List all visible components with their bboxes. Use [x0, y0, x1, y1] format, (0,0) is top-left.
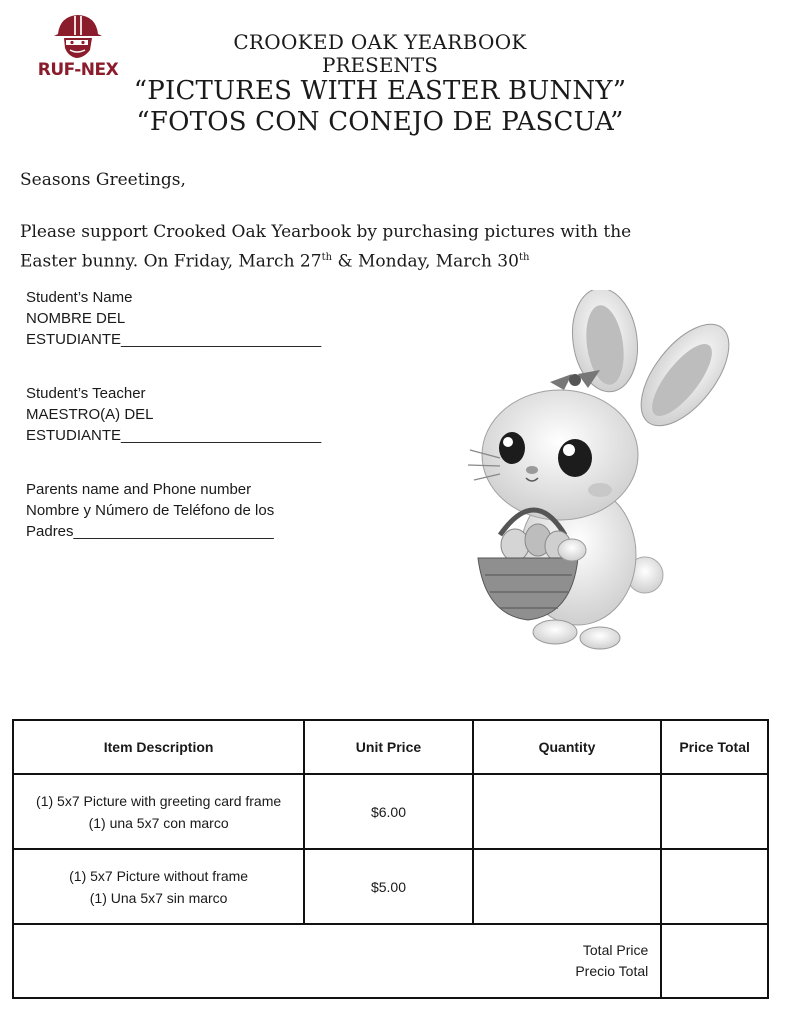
total-label-es: Precio Total	[575, 963, 649, 979]
price-total-cell[interactable]	[661, 774, 768, 849]
header-item-description: Item Description	[13, 720, 304, 774]
quantity-cell[interactable]	[473, 849, 662, 924]
logo-text: RUF-NEX	[37, 60, 119, 80]
teacher-label-en: Student’s Teacher	[26, 385, 146, 402]
grand-total-cell[interactable]	[661, 924, 768, 998]
teacher-label-es1: MAESTRO(A) DEL	[26, 406, 154, 423]
item-desc-en: (1) 5x7 Picture with greeting card frame	[36, 792, 282, 809]
total-label-en: Total Price	[582, 942, 649, 958]
intro-text-1: Please support Crooked Oak Yearbook by purchasing pictures with the Easter bunny. On Friday, March 27	[20, 222, 632, 272]
student-name-label-en: Student’s Name	[26, 289, 133, 306]
parents-field[interactable]	[26, 479, 346, 542]
intro-paragraph	[20, 220, 660, 275]
easter-bunny-illustration	[460, 290, 740, 655]
total-row	[13, 924, 768, 998]
intro-sup-1: th	[321, 252, 333, 263]
greeting: Seasons Greetings,	[20, 170, 186, 190]
parents-label-es1: Nombre y Número de Teléfono de los	[26, 502, 275, 519]
header-unit-price: Unit Price	[304, 720, 473, 774]
quantity-cell[interactable]	[473, 774, 662, 849]
parents-line[interactable]: Padres________________________	[26, 523, 274, 540]
item-desc-en: (1) 5x7 Picture without frame	[69, 867, 249, 884]
header-quantity: Quantity	[473, 720, 662, 774]
teacher-line[interactable]: ESTUDIANTE________________________	[26, 427, 322, 444]
item-desc-es: (1) una 5x7 con marco	[88, 814, 229, 831]
student-name-line[interactable]: ESTUDIANTE________________________	[26, 331, 322, 348]
header-line-2: PRESENTS	[322, 53, 438, 77]
unit-price-cell: $5.00	[304, 849, 473, 924]
parents-label-en: Parents name and Phone number	[26, 481, 252, 498]
event-title-en: “PICTURES WITH EASTER BUNNY”	[133, 76, 627, 106]
student-name-label-es1: NOMBRE DEL	[26, 310, 126, 327]
table-row	[13, 774, 768, 849]
student-name-field[interactable]	[26, 287, 346, 350]
item-description-cell	[13, 774, 304, 849]
table-header-row	[13, 720, 768, 774]
price-total-cell[interactable]	[661, 849, 768, 924]
total-label-cell	[13, 924, 661, 998]
mascot-helmet-icon	[50, 12, 106, 62]
intro-sup-2: th	[518, 252, 530, 263]
intro-text-2: & Monday, March 30	[332, 251, 519, 272]
unit-price-cell: $6.00	[304, 774, 473, 849]
teacher-field[interactable]	[26, 383, 346, 446]
header-line-1: CROOKED OAK YEARBOOK	[233, 30, 527, 54]
rufnex-logo	[30, 12, 126, 82]
event-title-es: “FOTOS CON CONEJO DE PASCUA”	[136, 107, 624, 137]
item-desc-es: (1) Una 5x7 sin marco	[89, 889, 228, 906]
table-row	[13, 849, 768, 924]
item-description-cell	[13, 849, 304, 924]
flyer-header	[120, 30, 640, 138]
student-info-form	[26, 287, 346, 575]
header-price-total: Price Total	[661, 720, 768, 774]
order-table	[12, 719, 769, 999]
